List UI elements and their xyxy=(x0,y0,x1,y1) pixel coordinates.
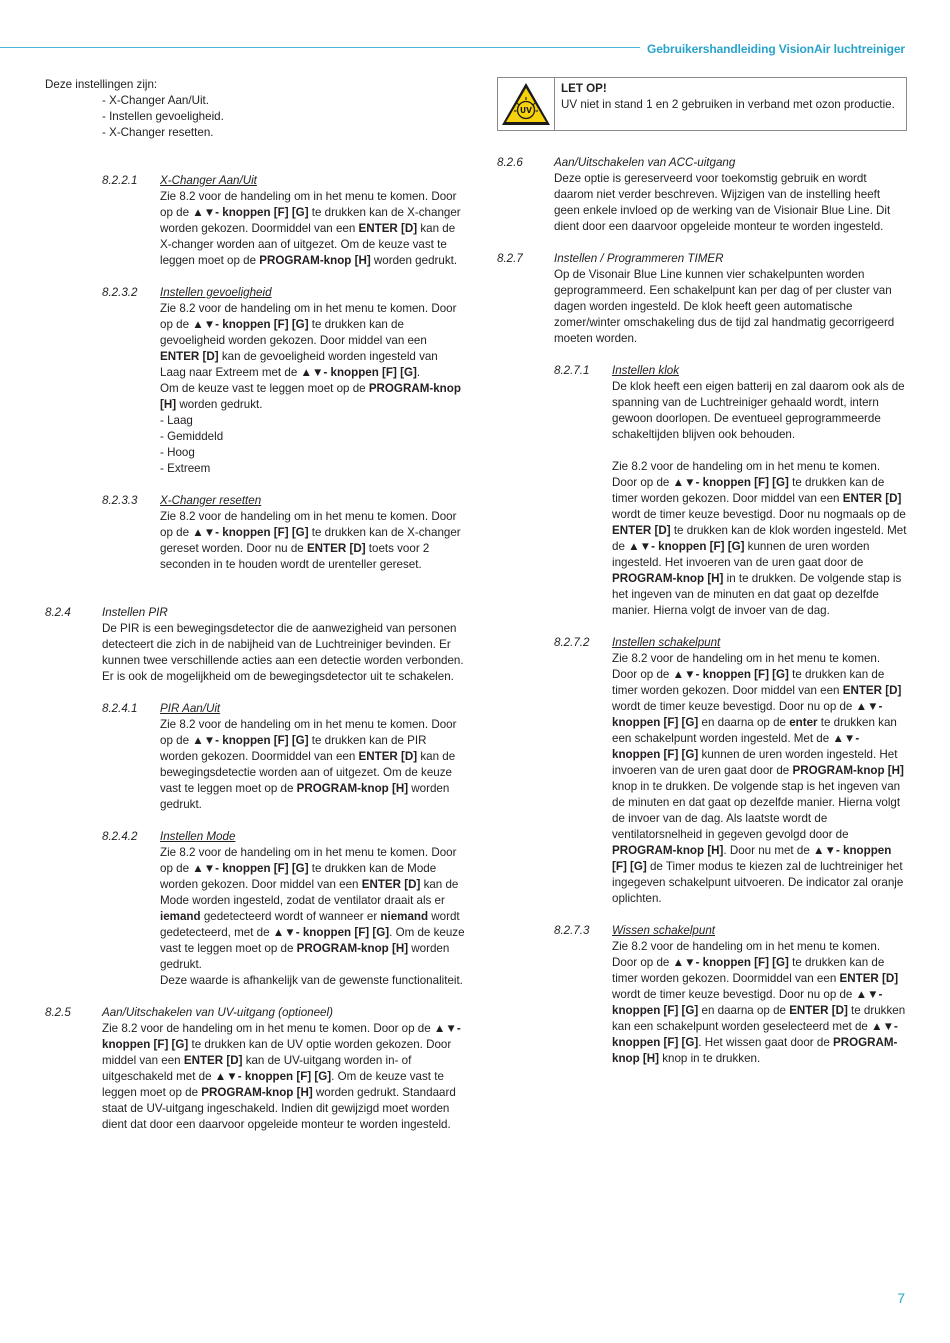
bold-text: PROGRAM-knop [H] xyxy=(792,764,904,777)
section-body xyxy=(160,189,465,269)
section-8-2-7-3 xyxy=(497,923,907,1067)
text: knop in te drukken. xyxy=(659,1052,761,1065)
section-title: Instellen gevoeligheid xyxy=(160,286,272,299)
section-number: 8.2.4.2 xyxy=(102,830,138,843)
section-title: Instellen schakelpunt xyxy=(612,636,721,649)
bold-text: ▲▼- knoppen [F] [G] xyxy=(672,956,789,969)
bold-text: ▲▼- knoppen [F] [G] xyxy=(214,1070,332,1083)
bold-text: ENTER [D] xyxy=(306,542,366,555)
section-8-2-6 xyxy=(497,155,907,235)
section-title: X-Changer Aan/Uit xyxy=(160,174,257,187)
bold-text: ▲▼- knoppen [F] [G] xyxy=(300,366,417,379)
text: worden gedrukt. xyxy=(160,942,450,971)
section-8-2-4-2 xyxy=(45,829,465,989)
section-body xyxy=(612,939,907,1067)
section-8-2-5 xyxy=(45,1005,465,1133)
text: te drukken kan de timer worden gekozen. Door middel van een xyxy=(612,668,885,697)
left-column xyxy=(45,77,465,1133)
text: Zie 8.2 voor de handeling om in het menu te komen. Door op de xyxy=(160,846,457,875)
uv-warning-icon xyxy=(498,78,555,130)
section-8-2-7 xyxy=(497,251,907,347)
section-number: 8.2.7.3 xyxy=(554,924,590,937)
intro-text: Deze instellingen zijn: xyxy=(45,78,158,91)
text: Zie 8.2 voor de handeling om in het menu te komen. Door op de xyxy=(160,190,457,219)
bold-text: ENTER [D] xyxy=(612,524,671,537)
text: gedetecteerd wordt of wanneer er xyxy=(200,910,381,923)
section-body: De PIR is een bewegingsdetector die de aanwezigheid van personen detecteert die zich in de nabijheid van de Luchtreiniger bevinden. Er kunnen twee verschillende acties aan een detectie worden verbonden. Er is ook de mogelijkheid om de bewegingsdetector uit te schakelen. xyxy=(102,622,464,683)
section-title: Instellen Mode xyxy=(160,830,236,843)
bold-text: ▲▼- knoppen [F] [G] xyxy=(192,318,309,331)
section-body xyxy=(612,651,907,907)
text: Zie 8.2 voor de handeling om in het menu te komen. Door op de xyxy=(160,510,457,539)
bold-text: ▲▼- knoppen [F] [G] xyxy=(612,732,860,761)
intro xyxy=(45,77,465,141)
bold-text: PROGRAM-knop [H] xyxy=(612,572,724,585)
right-column xyxy=(497,77,907,1067)
text: Zie 8.2 voor de handeling om in het menu te komen. Door op de xyxy=(102,1022,434,1035)
list-item: - X-Changer resetten. xyxy=(102,126,214,139)
bold-text: ▲▼- knoppen [F] [G] xyxy=(672,668,789,681)
text: . Het wissen gaat door de xyxy=(698,1036,833,1049)
bold-text: ENTER [D] xyxy=(358,750,418,763)
text: kan de Mode worden ingesteld, zodat de ventilator draait als er xyxy=(160,878,459,907)
svg-text:UV: UV xyxy=(520,106,532,115)
section-body xyxy=(160,845,465,989)
section-number: 8.2.4 xyxy=(45,606,71,619)
text: wordt de timer keuze bevestigd. Door nu nogmaals op de xyxy=(612,508,906,521)
bold-text: ▲▼- knoppen [F] [G] xyxy=(192,526,309,539)
text: wordt de timer keuze bevestigd. Door nu op de xyxy=(612,700,856,713)
section-number: 8.2.7.2 xyxy=(554,636,590,649)
bold-text: ▲▼- knoppen [F] [G] xyxy=(612,700,883,729)
section-title: Wissen schakelpunt xyxy=(612,924,716,937)
text: kan de X-changer worden aan of uitgezet. Om de keuze vast te leggen moet op de xyxy=(160,222,456,267)
text: Om de keuze vast te leggen moet op de xyxy=(160,382,369,395)
section-8-2-7-1 xyxy=(497,363,907,619)
section-body xyxy=(160,509,465,573)
section-number: 8.2.4.1 xyxy=(102,702,138,715)
section-title: Aan/Uitschakelen van UV-uitgang (optioneel) xyxy=(102,1006,333,1019)
text: te drukken kan de timer worden gekozen. Doormiddel van een xyxy=(612,956,885,985)
section-8-2-3-3 xyxy=(45,493,465,573)
bold-text: enter xyxy=(789,716,818,729)
section-8-2-3-2 xyxy=(45,285,465,477)
bold-text: PROGRAM-knop [H] xyxy=(612,844,724,857)
section-body: Deze optie is gereserveerd voor toekomstig gebruik en wordt daarom niet verder beschreven. Wijzigen van de instelling heeft geen enkele invloed op de werking van de Visionair Blue Line. Dit dient door een daarvoor opgeleide monteur te worden ingesteld. xyxy=(554,172,891,233)
text: en daarna op de xyxy=(698,716,790,729)
section-title: Instellen / Programmeren TIMER xyxy=(554,252,724,265)
bold-text: niemand xyxy=(380,910,429,923)
warning-notice xyxy=(497,77,907,131)
section-title: Instellen klok xyxy=(612,364,680,377)
section-body xyxy=(612,459,907,619)
text: te drukken kan de Mode worden gekozen. Door middel van een xyxy=(160,862,437,891)
bold-text: ▲▼- knoppen [F] [G] xyxy=(628,540,745,553)
notice-body: UV niet in stand 1 en 2 gebruiken in verband met ozon productie. xyxy=(561,98,895,111)
option-list xyxy=(160,413,465,477)
text: en daarna op de xyxy=(698,1004,790,1017)
bold-text: ENTER [D] xyxy=(160,350,219,363)
bold-text: ▲▼- knoppen [F] [G] xyxy=(672,476,789,489)
bold-text: ENTER [D] xyxy=(789,1004,848,1017)
notice-heading: LET OP! xyxy=(561,82,607,95)
section-body: De klok heeft een eigen batterij en zal daarom ook als de spanning van de Luchtreiniger gehaald wordt, intern gewoon doorlopen. De eventueel geprogrammeerde schakeltijden blijven ook behouden. xyxy=(612,380,905,441)
bold-text: PROGRAM-knop [H] xyxy=(296,782,409,795)
section-8-2-4 xyxy=(45,605,465,685)
text: te drukken kan de X-changer gereset worden. Door nu de xyxy=(160,526,461,555)
text: Deze waarde is afhankelijk van de gewenste functionaliteit. xyxy=(160,974,463,987)
bold-text: PROGRAM-knop [H] xyxy=(201,1086,313,1099)
text: te drukken kan de timer worden gekozen. Door middel van een xyxy=(612,476,885,505)
section-number: 8.2.5 xyxy=(45,1006,71,1019)
bold-text: ▲▼- knoppen [F] [G] xyxy=(612,844,892,873)
running-title: Gebruikershandleiding VisionAir luchtreiniger xyxy=(646,42,905,56)
text: Zie 8.2 voor de handeling om in het menu te komen. Door op de xyxy=(612,652,881,681)
text: te drukken kan de gevoeligheid worden gekozen. Door middel van een xyxy=(160,318,427,347)
intro-list xyxy=(45,93,465,141)
bold-text: ▲▼- knoppen [F] [G] xyxy=(102,1022,461,1051)
text: wordt de timer keuze bevestigd. Door nu op de xyxy=(612,988,856,1001)
section-body xyxy=(102,1021,465,1133)
bold-text: ▲▼- knoppen [F] [G] xyxy=(192,734,309,747)
bold-text: ▲▼- knoppen [F] [G] xyxy=(192,206,309,219)
text: . Door nu met de xyxy=(723,844,813,857)
text: te drukken kan een schakelpunt worden ingesteld. Met de xyxy=(612,716,897,745)
text: Zie 8.2 voor de handeling om in het menu te komen. Door op de xyxy=(612,460,881,489)
header-rule xyxy=(0,47,640,48)
text: te drukken kan een schakelpunt worden geselecteerd met de xyxy=(612,1004,906,1033)
section-number: 8.2.7.1 xyxy=(554,364,590,377)
bold-text: ENTER [D] xyxy=(361,878,421,891)
section-body xyxy=(160,301,465,413)
list-item: - Laag xyxy=(160,414,193,427)
section-number: 8.2.7 xyxy=(497,252,523,265)
bold-text: PROGRAM-knop [H] xyxy=(612,1036,898,1065)
section-body xyxy=(160,717,465,813)
list-item: - Extreem xyxy=(160,462,211,475)
section-number: 8.2.3.3 xyxy=(102,494,138,507)
bold-text: iemand xyxy=(160,910,201,923)
list-item: - Instellen gevoeligheid. xyxy=(102,110,224,123)
text: toets voor 2 seconden in te houden wordt de urenteller gereset. xyxy=(160,542,430,571)
list-item: - Gemiddeld xyxy=(160,430,224,443)
bold-text: ENTER [D] xyxy=(842,492,902,505)
text: Zie 8.2 voor de handeling om in het menu te komen. Door op de xyxy=(160,718,457,747)
text: kunnen de uren worden ingesteld. Het invoeren van de uren gaat door de xyxy=(612,748,898,777)
text: worden gedrukt. xyxy=(160,782,450,811)
text: te drukken kan de X-changer worden gekozen. Doormiddel van een xyxy=(160,206,461,235)
text: worden gedrukt. xyxy=(370,254,458,267)
text: kan de gevoeligheid worden ingesteld van Laag naar Extreem met de xyxy=(160,350,438,379)
text: te drukken kan de PIR worden gekozen. Doormiddel van een xyxy=(160,734,427,763)
text: in te drukken. De volgende stap is het ingeven van de minuten en dat gaat op dezelfde manier. Hierna volgt de invoer van de dag. xyxy=(612,572,902,617)
text: knop in te drukken. De volgende stap is het ingeven van de minuten en dat gaat op dezelfde manier. Hierna volgt de invoer van de dag. Als laatste wordt de ventilatorsnelheid in gegeven gevolgd door de xyxy=(612,780,901,841)
section-body: Op de Visonair Blue Line kunnen vier schakelpunten worden geprogrammeerd. Een schakelpunt kan per dag of per cluster van dagen worden ingesteld. De klok heeft geen automatische zomer/winter omschakeling dus de tijd zal handmatig gecorrigeerd moeten worden. xyxy=(554,268,895,345)
section-8-2-2-1 xyxy=(45,173,465,269)
text: . xyxy=(416,366,421,379)
list-item: - Hoog xyxy=(160,446,195,459)
section-title: X-Changer resetten xyxy=(160,494,262,507)
text: kan de bewegingsdetectie worden aan of uitgezet. Om de keuze vast te leggen moet op de xyxy=(160,750,456,795)
list-item: - X-Changer Aan/Uit. xyxy=(102,94,209,107)
bold-text: ▲▼- knoppen [F] [G] xyxy=(612,1020,898,1049)
bold-text: PROGRAM-knop [H] xyxy=(160,382,461,411)
bold-text: ENTER [D] xyxy=(839,972,899,985)
bold-text: ENTER [D] xyxy=(358,222,418,235)
section-8-2-7-2 xyxy=(497,635,907,907)
text: wordt gedetecteerd, met de xyxy=(160,910,460,939)
section-number: 8.2.6 xyxy=(497,156,523,169)
bold-text: ENTER [D] xyxy=(842,684,902,697)
section-title: Aan/Uitschakelen van ACC-uitgang xyxy=(554,156,736,169)
bold-text: PROGRAM-knop [H] xyxy=(296,942,409,955)
text: . Om de keuze vast te leggen moet op de xyxy=(160,926,465,955)
page-number: 7 xyxy=(897,1290,905,1306)
text: worden gedrukt. Standaard staat de UV-uitgang ingeschakeld. Indien dit gewijzigd moet worden dient dat door een daarvoor opgeleide monteur te worden ingesteld. xyxy=(102,1086,456,1131)
bold-text: ▲▼- knoppen [F] [G] xyxy=(192,862,309,875)
text: Zie 8.2 voor de handeling om in het menu te komen. Door op de xyxy=(612,940,881,969)
text: kunnen de uren worden ingesteld. Het invoeren van de uren gaat door de xyxy=(612,540,870,569)
section-title: Instellen PIR xyxy=(102,606,168,619)
section-title: PIR Aan/Uit xyxy=(160,702,221,715)
text: . Om de keuze vast te leggen moet op de xyxy=(102,1070,444,1099)
bold-text: ▲▼- knoppen [F] [G] xyxy=(612,988,883,1017)
section-number: 8.2.3.2 xyxy=(102,286,138,299)
bold-text: PROGRAM-knop [H] xyxy=(259,254,371,267)
bold-text: ENTER [D] xyxy=(183,1054,243,1067)
section-8-2-4-1 xyxy=(45,701,465,813)
bold-text: ▲▼- knoppen [F] [G] xyxy=(272,926,390,939)
section-number: 8.2.2.1 xyxy=(102,174,138,187)
notice-text xyxy=(561,81,900,113)
text: Zie 8.2 voor de handeling om in het menu te komen. Door op de xyxy=(160,302,457,331)
text: worden gedrukt. xyxy=(176,398,263,411)
text: te drukken kan de UV optie worden gekozen. Door middel van een xyxy=(102,1038,452,1067)
text: kan de UV-uitgang worden in- of uitgeschakeld met de xyxy=(102,1054,412,1083)
text: te drukken kan de klok worden ingesteld. Met de xyxy=(612,524,907,553)
text: de Timer modus te kiezen zal de luchtreiniger het ingegeven schakelpunt uitvoeren. De indicator zal oranje oplichten. xyxy=(612,860,904,905)
